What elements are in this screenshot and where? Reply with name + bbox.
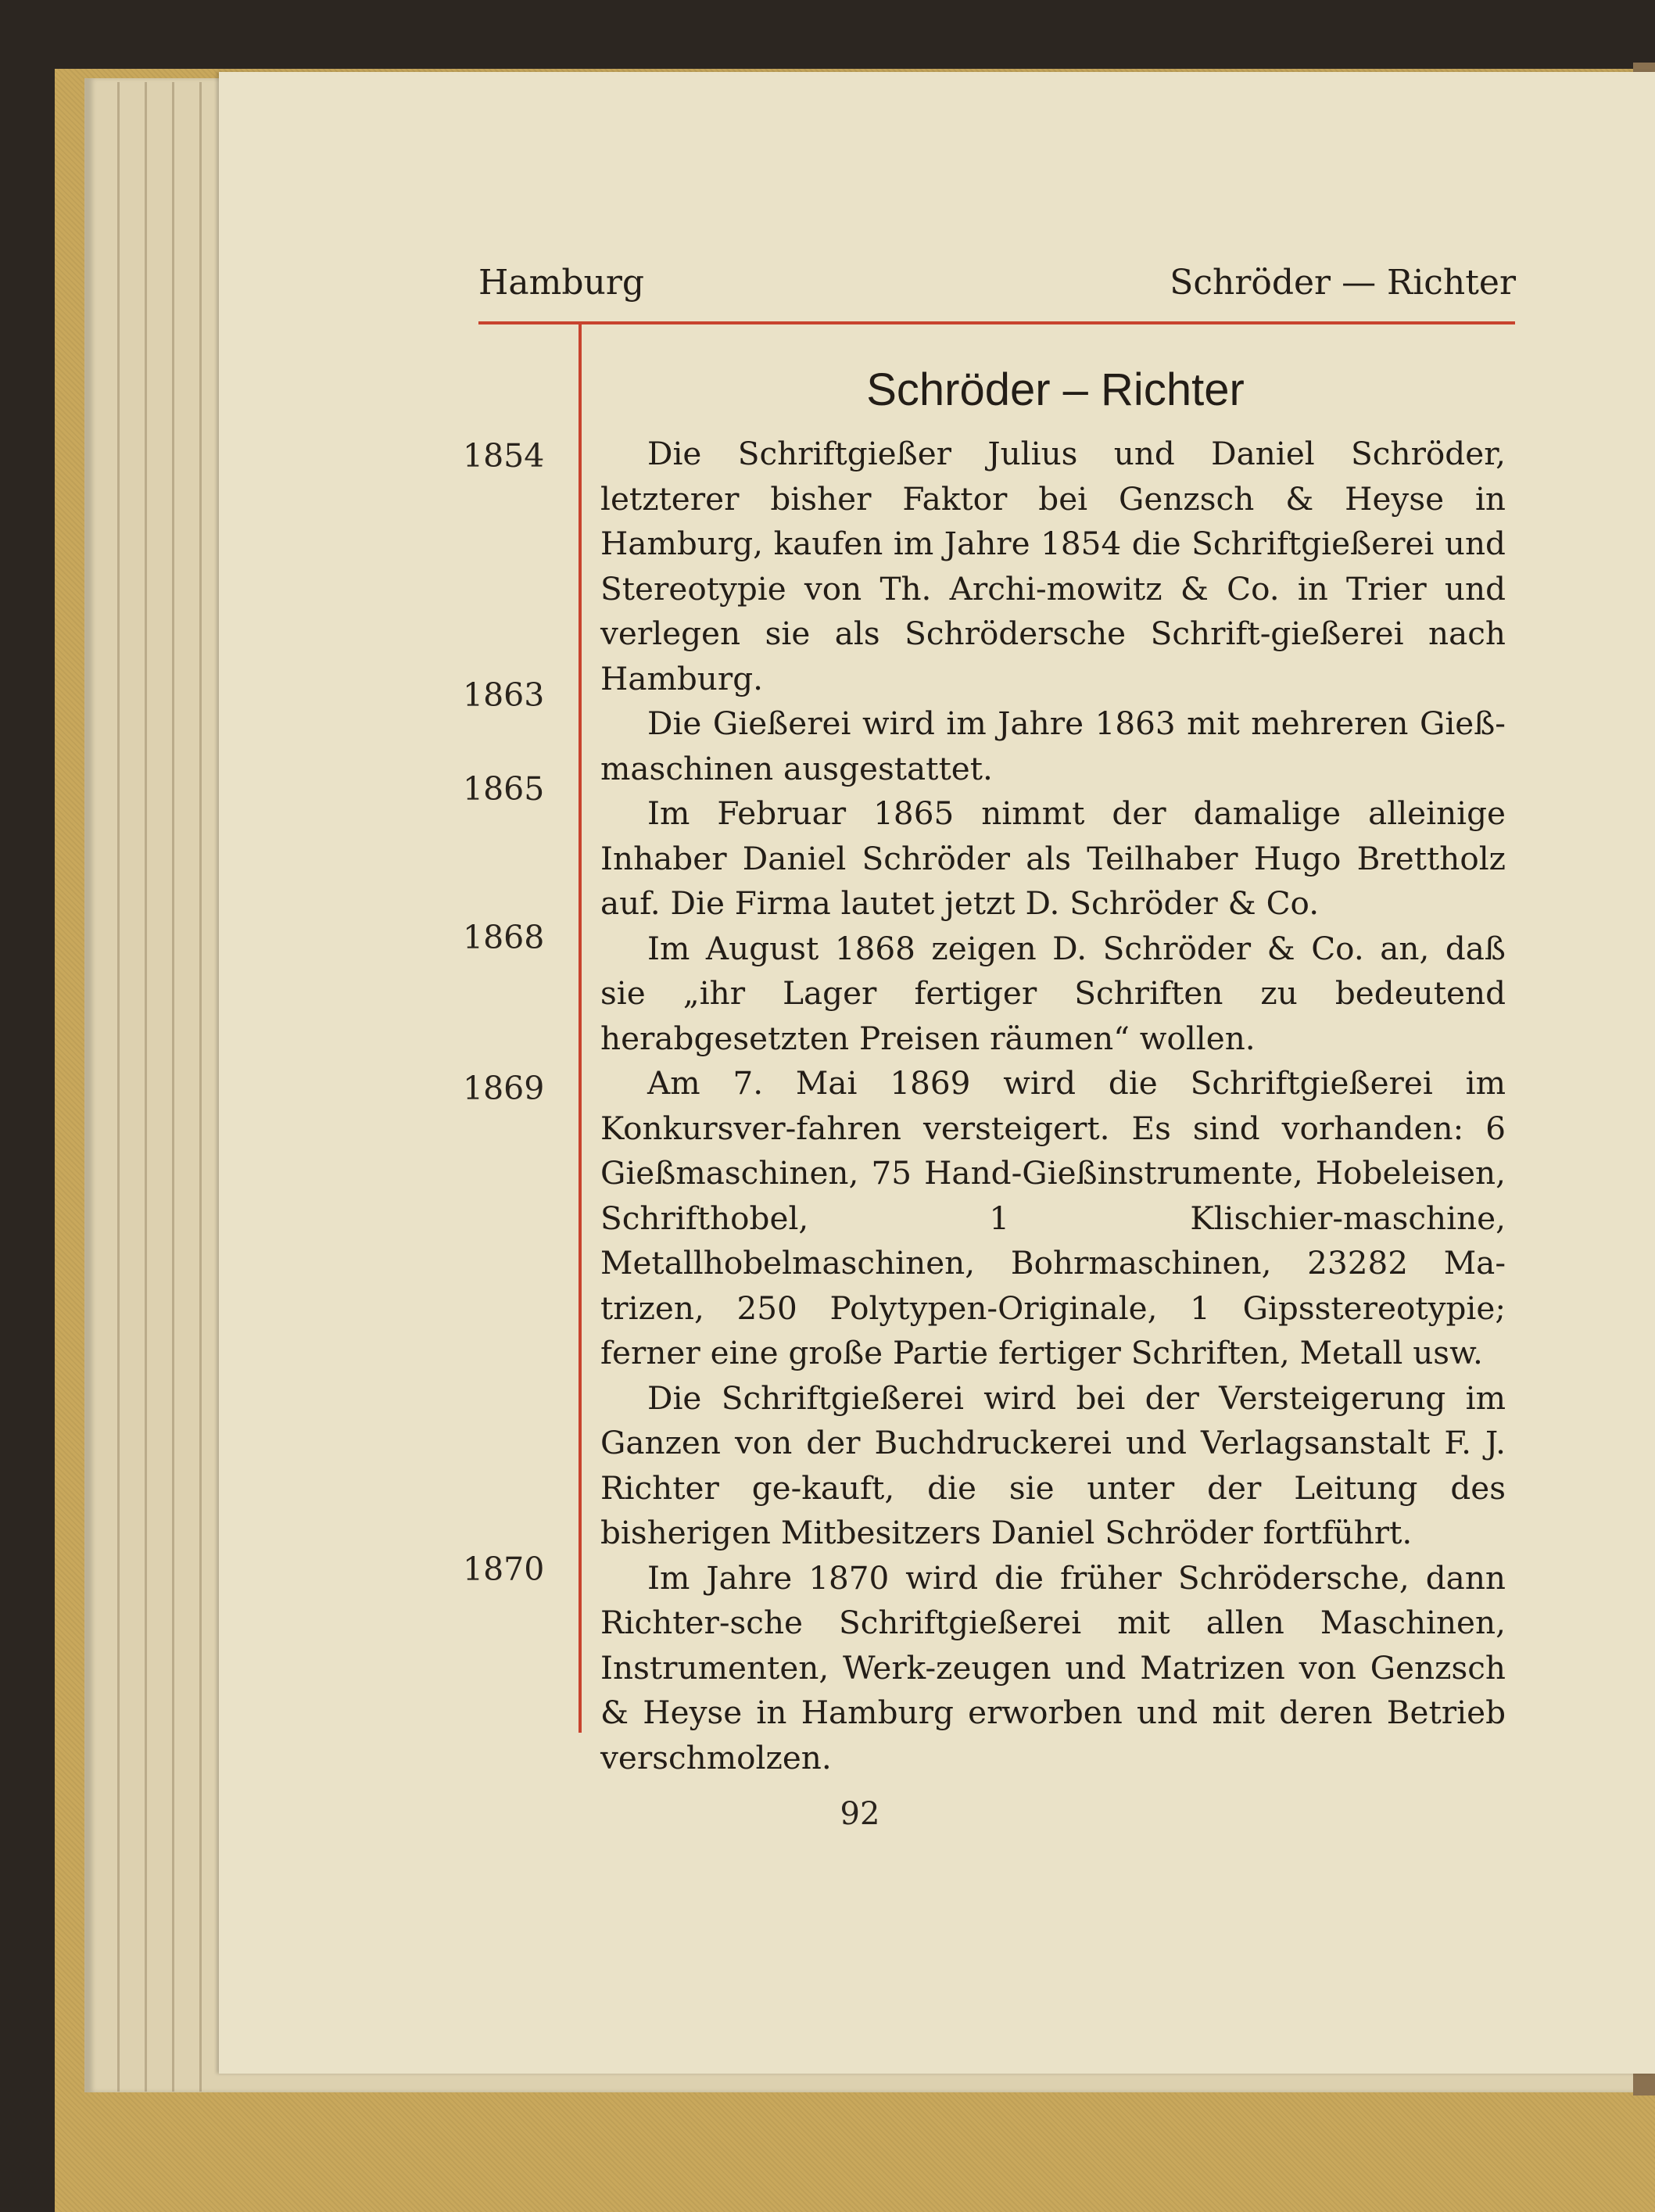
running-head-right: Schröder — Richter xyxy=(1170,263,1516,303)
paragraph-1869: Am 7. Mai 1869 wird die Schriftgießerei im Konkursver-fahren versteigert. Es sind vorhanden: 6 Gießmaschinen, 75 Hand-Gießinstrumente, Hobeleisen, Schrifthobel, 1 Klischier-maschine, Metallhobelmaschinen, Bohrmaschinen, 23282 Ma-trizen, 250 Polytypen-Originale, 1 Gipsstereotypie; ferner eine große Partie fertiger Schriften, Metall usw. xyxy=(600,1064,1506,1371)
paragraph-1870: Im Jahre 1870 wird die früher Schrödersche, dann Richter-sche Schriftgießerei mit allen Maschinen, Instrumenten, Werk-zeugen und Matrizen von Genzsch & Heyse in Hamburg erworben und mit deren Betrieb verschmolzen. xyxy=(600,1558,1506,1776)
paragraph-1865: Im Februar 1865 nimmt der damalige alleinige Inhaber Daniel Schröder als Teilhaber Hugo Brettholz auf. Die Firma lautet jetzt D. Schröder & Co. xyxy=(600,794,1506,922)
page-edge-line xyxy=(145,82,147,2092)
year-1869: 1869 xyxy=(463,1070,545,1107)
page-number: 92 xyxy=(840,1796,880,1832)
year-column-rule xyxy=(579,321,582,1733)
page-edge-line xyxy=(172,82,174,2092)
paragraph-1869-cont: Die Schriftgießerei wird bei der Versteigerung im Ganzen von der Buchdruckerei und Verlagsanstalt F. J. Richter ge-kauft, die sie unter der Leitung des bisherigen Mitbesitzers Daniel Schröder fortführt. xyxy=(600,1378,1506,1551)
year-1863: 1863 xyxy=(463,676,545,714)
page-edge-line xyxy=(117,82,120,2092)
paragraph-1854: Die Schriftgießer Julius und Daniel Schröder, letzterer bisher Faktor bei Genzsch & Heyse in Hamburg, kaufen im Jahre 1854 die Schriftgießerei und Stereotypie von Th. Archi-mowitz & Co. in Trier und verlegen sie als Schrödersche Schrift-gießerei nach Hamburg. xyxy=(600,435,1506,697)
paragraph-1863: Die Gießerei wird im Jahre 1863 mit mehreren Gieß-maschinen ausgestattet. xyxy=(600,704,1506,787)
paragraph-1868: Im August 1868 zeigen D. Schröder & Co. an, daß sie „ihr Lager fertiger Schriften zu bedeutend herabgesetzten Preisen räumen“ wollen. xyxy=(600,929,1506,1057)
body-text xyxy=(600,432,1506,1780)
header-rule xyxy=(478,321,1515,324)
running-head-left: Hamburg xyxy=(478,263,645,303)
year-1854: 1854 xyxy=(463,437,545,475)
year-1868: 1868 xyxy=(463,919,545,956)
year-1865: 1865 xyxy=(463,770,545,808)
page-edge-line xyxy=(199,82,202,2092)
year-1870: 1870 xyxy=(463,1551,545,1588)
section-title: Schröder – Richter xyxy=(866,364,1245,415)
